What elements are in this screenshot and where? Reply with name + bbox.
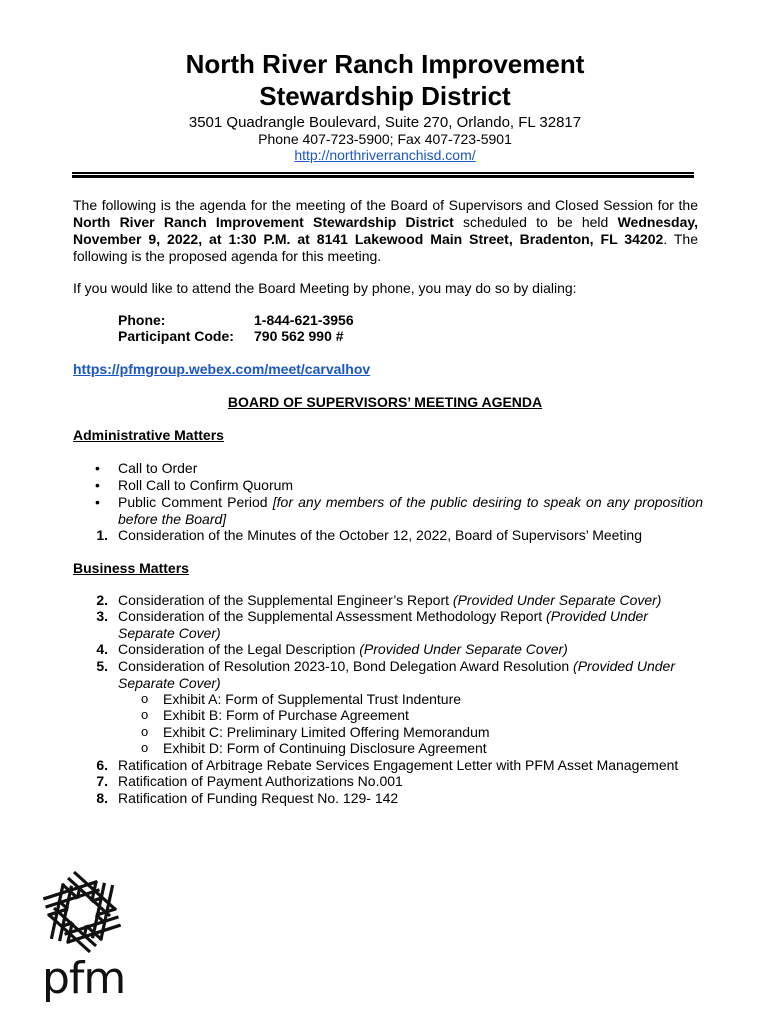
intro-part-3: . The following is the proposed agenda for this meeting.: [73, 231, 699, 264]
sub-bullet-icon: o: [141, 724, 149, 739]
webex-link-row: [73, 361, 370, 378]
phone-fax: Phone 407-723-5900; Fax 407-723-5901: [258, 131, 512, 147]
item-text: Consideration of the Supplemental Assessment Methodology Report: [118, 608, 547, 624]
sub-bullet-icon: o: [141, 740, 149, 755]
business-matters-heading: Business Matters: [73, 560, 189, 576]
public-comment-note: [for any members of the public desiring to speak on any proposition before the Board]: [118, 494, 704, 527]
agenda-item-arbitrage: Ratification of Arbitrage Rebate Services Engagement Letter with PFM Asset Management: [118, 757, 679, 773]
pfm-logo-text: pfm: [42, 953, 126, 1004]
agenda-item-resolution: [118, 658, 678, 691]
agenda-item-number: 8.: [96, 790, 108, 806]
bullet-icon: •: [95, 477, 100, 493]
agenda-item-number: 5.: [96, 658, 108, 674]
phone-value: 1-844-621-3956: [254, 312, 354, 328]
phone-instructions: If you would like to attend the Board Meeting by phone, you may do so by dialing:: [73, 280, 577, 296]
agenda-item-legal-description: [118, 641, 703, 658]
webex-link[interactable]: https://pfmgroup.webex.com/meet/carvalhov: [73, 361, 371, 377]
district-title-line-1: North River Ranch Improvement: [185, 49, 585, 79]
website-link-row: [0, 147, 770, 163]
header-rule-thin: [72, 172, 694, 174]
agenda-item-payment-authorizations: Ratification of Payment Authorizations No.001: [118, 773, 403, 789]
agenda-item-public-comment: [118, 494, 703, 527]
item-text: Consideration of the Legal Description: [118, 641, 360, 657]
item-note: (Provided Under Separate Cover): [118, 658, 675, 691]
pfm-logo: [36, 868, 128, 1004]
agenda-item-methodology-report: [118, 608, 658, 641]
participant-code-label: Participant Code:: [118, 328, 234, 344]
agenda-item-roll-call: Roll Call to Confirm Quorum: [118, 477, 294, 493]
intro-paragraph: [73, 197, 698, 265]
agenda-item-number: 3.: [96, 608, 108, 624]
agenda-item-number: 2.: [96, 592, 108, 608]
participant-code-value: 790 562 990 #: [254, 328, 344, 344]
header-rule-thick: [72, 175, 694, 178]
agenda-item-minutes: Consideration of the Minutes of the October 12, 2022, Board of Supervisors’ Meeting: [118, 527, 643, 543]
agenda-item-number: 7.: [96, 773, 108, 789]
item-note: (Provided Under Separate Cover): [452, 592, 662, 608]
exhibit-item: Exhibit D: Form of Continuing Disclosure Agreement: [163, 740, 487, 756]
pfm-lattice-logo-icon: [36, 868, 128, 956]
intro-meeting-datetime: Wednesday, November 9, 2022, at 1:30 P.M. at 8141 Lakewood Main Street, Bradenton, FL 34202: [73, 214, 698, 247]
sub-bullet-icon: o: [141, 691, 149, 706]
item-text: Consideration of the Supplemental Engineer’s Report: [118, 592, 453, 608]
intro-district-name: North River Ranch Improvement Stewardship District: [73, 214, 454, 230]
agenda-item-number: 6.: [96, 757, 108, 773]
item-note: (Provided Under Separate Cover): [118, 608, 648, 641]
agenda-title: BOARD OF SUPERVISORS’ MEETING AGENDA: [227, 394, 543, 410]
agenda-item-number: 1.: [96, 527, 108, 543]
administrative-matters-heading: Administrative Matters: [73, 427, 224, 443]
bullet-icon: •: [95, 460, 100, 476]
intro-part-1: The following is the agenda for the meeting of the Board of Supervisors and Closed Session for the: [73, 197, 698, 213]
agenda-item-engineers-report: [118, 592, 703, 609]
phone-label: Phone:: [118, 312, 166, 328]
intro-part-2: scheduled to be held: [453, 214, 618, 230]
district-title-line-2: Stewardship District: [259, 81, 511, 111]
agenda-item-funding-request: Ratification of Funding Request No. 129- 142: [118, 790, 399, 806]
district-address: 3501 Quadrangle Boulevard, Suite 270, Orlando, FL 32817: [188, 114, 582, 131]
bullet-icon: •: [95, 494, 100, 510]
public-comment-label: Public Comment Period: [118, 494, 273, 510]
agenda-item-call-to-order: Call to Order: [118, 460, 198, 476]
exhibit-item: Exhibit C: Preliminary Limited Offering Memorandum: [163, 724, 490, 740]
item-note: (Provided Under Separate Cover): [359, 641, 568, 657]
exhibit-item: Exhibit A: Form of Supplemental Trust Indenture: [163, 691, 462, 707]
item-text: Consideration of Resolution 2023-10, Bond Delegation Award Resolution: [118, 658, 574, 674]
agenda-item-number: 4.: [96, 641, 108, 657]
website-link[interactable]: http://northriverranchisd.com/: [294, 147, 476, 163]
sub-bullet-icon: o: [141, 707, 149, 722]
exhibit-item: Exhibit B: Form of Purchase Agreement: [163, 707, 409, 723]
